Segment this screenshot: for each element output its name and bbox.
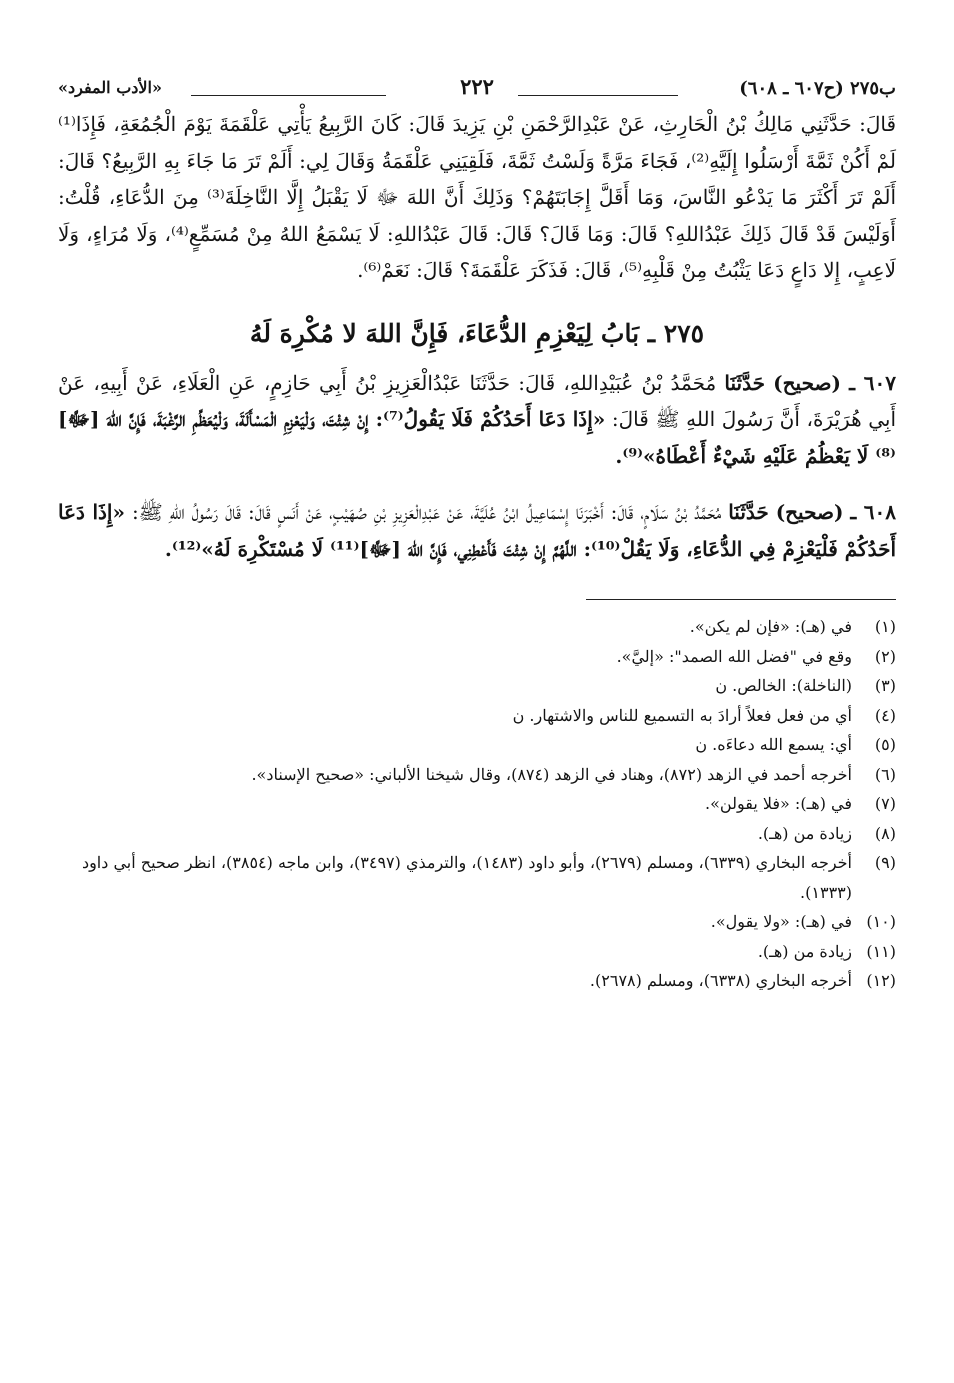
footnote-text: أي: يسمع الله دعاءَه. ن (695, 735, 852, 754)
hadith-grade: (صحيح) (773, 370, 841, 395)
hadith-number: ٦٠٧ ـ (849, 370, 897, 395)
hadith-haddathana: حَدَّثَنَا (728, 500, 769, 524)
footnote-7 (58, 789, 896, 819)
footnote-number: (١٢) (866, 971, 896, 990)
footnote-11 (58, 937, 896, 967)
footnote-10 (58, 907, 896, 937)
footnote-number: (٥) (874, 735, 896, 754)
hadith-number: ٦٠٨ ـ (850, 500, 897, 524)
hadith-chain: مُحَمَّدُ بْنُ عُبَيْدِاللهِ، قَالَ: حَدَّثَنَا عَبْدُالْعَزِيزِ بْنُ أَبِي حَازِمٍ، عَنِ الْعَلَاءِ، عَنْ أَبِيهِ، عَنْ أَبِي هُرَيْرَةَ، أَنَّ رَسُولَ اللهِ ﷺ قَالَ: (58, 370, 897, 431)
footnote-text: وقع في "فضل الله الصمد": «إليَّ». (616, 646, 852, 666)
footnote-12 (58, 966, 896, 996)
footnote-number: (٩) (874, 853, 896, 872)
footnote-1 (58, 612, 896, 642)
footnote-text: زيادة من (هـ). (757, 941, 852, 961)
footnote-text: في (هـ): «فإن لم يكن». (689, 617, 852, 636)
footnote-6 (58, 760, 896, 790)
footnote-number: (١٠) (866, 912, 896, 931)
footnote-text: أخرجه البخاري (٦٣٣٩)، ومسلم (٢٦٧٩)، وأبو داود (١٤٨٣)، والترمذي (٣٤٩٧)، وابن ماجه (٣٨٥٤)، انظر صحيح أبي داود (١٣٣٣). (81, 853, 852, 902)
footnote-number: (٢) (874, 646, 896, 666)
footnote-2 (58, 642, 896, 672)
header-rule-left (191, 95, 386, 96)
chapter-hadith-range: ب٢٧٥ (ح٦٠٧ ـ ٦٠٨) (739, 78, 896, 99)
hadith-grade: (صحيح) (775, 500, 844, 524)
footnote-number: (٤) (874, 705, 896, 725)
footnote-text: أخرجه البخاري (٦٣٣٨)، ومسلم (٢٦٧٨). (589, 971, 852, 990)
hadith-608 (58, 494, 896, 567)
footnote-number: (١١) (866, 941, 896, 961)
footnote-text: زيادة من (هـ). (757, 823, 852, 843)
page-header (58, 72, 896, 106)
footnote-number: (٣) (874, 676, 896, 695)
footnote-text: أي من فعل فعلاً أرادَ به التسميع للناس والاشتهار. ن (512, 705, 852, 725)
footnote-3 (58, 671, 896, 701)
hadith-matn: «إِذَا دَعَا أَحَدُكُمْ فَلَا يَقُولُ⁽⁷⁾: إِنْ شِئْتَ، وَلْيَعْزِمِ الْمَسْأَلَةَ، وَلْيُعَظِّمِ الرَّغْبَةَ، فَإِنَّ اللهَ [ﷻ]⁽⁸⁾ لَا يَعْظُمُ عَلَيْهِ شَيْءٌ أَعْطَاهُ»⁽⁹⁾. (58, 407, 896, 468)
footnote-number: (٦) (874, 764, 896, 784)
footnote-number: (٧) (874, 794, 896, 813)
footnote-number: (٨) (874, 823, 896, 843)
hadith-607 (58, 365, 896, 475)
book-title: «الأدب المفرد» (58, 78, 162, 97)
footnote-9 (58, 848, 896, 907)
hadith-matn: «إِذَا دَعَا أَحَدُكُمْ فَلْيَعْزِمْ فِي الدُّعَاءِ، وَلَا يَقُلْ⁽¹⁰⁾: اللَّهُمَّ إِنْ شِئْتَ فَأَعْطِنِي، فَإِنَّ اللهَ [ﷻ]⁽¹¹⁾ لَا مُسْتَكْرِهَ لَهُ»⁽¹²⁾. (58, 500, 896, 561)
continuation-paragraph: قَالَ: حَدَّثَنِي مَالِكُ بْنُ الْحَارِثِ، عَنْ عَبْدِالرَّحْمَنِ بْنِ يَزِيدَ قَالَ: كَانَ الرَّبِيعُ يَأْتِي عَلْقَمَةَ يَوْمَ الْجُمُعَةِ، فَإِذَا⁽¹⁾ لَمْ أَكُنْ ثَمَّةَ أَرْسَلُوا إِلَيَّهِ⁽²⁾، فَجَاءَ مَرَّةً وَلَسْتُ ثَمَّةَ، فَلَقِيَنِي عَلْقَمَةُ وَقَالَ لِي: أَلَمْ تَرَ مَا جَاءَ بِهِ الرَّبِيعُ؟ قَالَ: أَلَمْ تَرَ أَكْثَرَ مَا يَدْعُو النَّاسَ، وَمَا أَقَلَّ إِجَابَتَهُمْ؟ وَذَلِكَ أَنَّ اللهَ ﷻ لَا يَقْبَلُ إِلَّا النَّاخِلَةَ⁽³⁾ مِنَ الدُّعَاءِ، قُلْتُ: أَوَلَيْسَ قَدْ قَالَ ذَلِكَ عَبْدُاللهِ؟ قَالَ: وَمَا قَالَ؟ قَالَ: قَالَ عَبْدُاللهِ: لَا يَسْمَعُ اللهُ مِنْ مُسَمِّعٍ⁽⁴⁾، وَلَا مُرَاءٍ، وَلَا لَاعِبٍ، إِلا دَاعٍ دَعَا يَثْبُتُ مِنْ قَلْبِهِ⁽⁵⁾، قَالَ: فَذَكَرَ عَلْقَمَةَ؟ قَالَ: نَعَمْ⁽⁶⁾. (58, 112, 897, 282)
footnote-number: (١) (874, 617, 896, 636)
footnote-5 (58, 730, 896, 760)
hadith-haddathana: حَدَّثَنَا (724, 370, 765, 395)
footnote-4 (58, 701, 896, 731)
footnote-text: في (هـ): «ولا يقول». (710, 912, 852, 931)
chapter-heading: ٢٧٥ ـ بَابُ لِيَعْزِمِ الدُّعَاءَ، فَإِنَّ اللهَ لا مُكْرِهَ لَهُ (249, 318, 705, 348)
footnotes-list (58, 612, 896, 996)
footnote-text: (الناخلة): الخالص. ن (715, 676, 852, 695)
book-page (58, 72, 896, 996)
footnote-8 (58, 819, 896, 849)
page-number: ٢٢٢ (460, 74, 494, 99)
footnote-text: في (هـ): «فلا يقولن». (705, 794, 852, 813)
footnote-text: أخرجه أحمد في الزهد (٨٧٢)، وهناد في الزهد (٨٧٤)، وقال شيخنا الألباني: «صحيح الإسناد». (251, 764, 852, 784)
footnote-separator (586, 599, 896, 600)
hadith-chain: مُحَمَّدُ بْنُ سَلَامٍ، قَالَ: أَخْبَرَنَا إِسْمَاعِيلُ ابْنُ عُلَيَّةَ، عَنْ عَبْدِالْعَزِيزِ بْنِ صُهَيْبٍ، عَنْ أَنَسٍ قَالَ: قَالَ رَسُولُ اللهِ ﷺ: (131, 500, 722, 524)
